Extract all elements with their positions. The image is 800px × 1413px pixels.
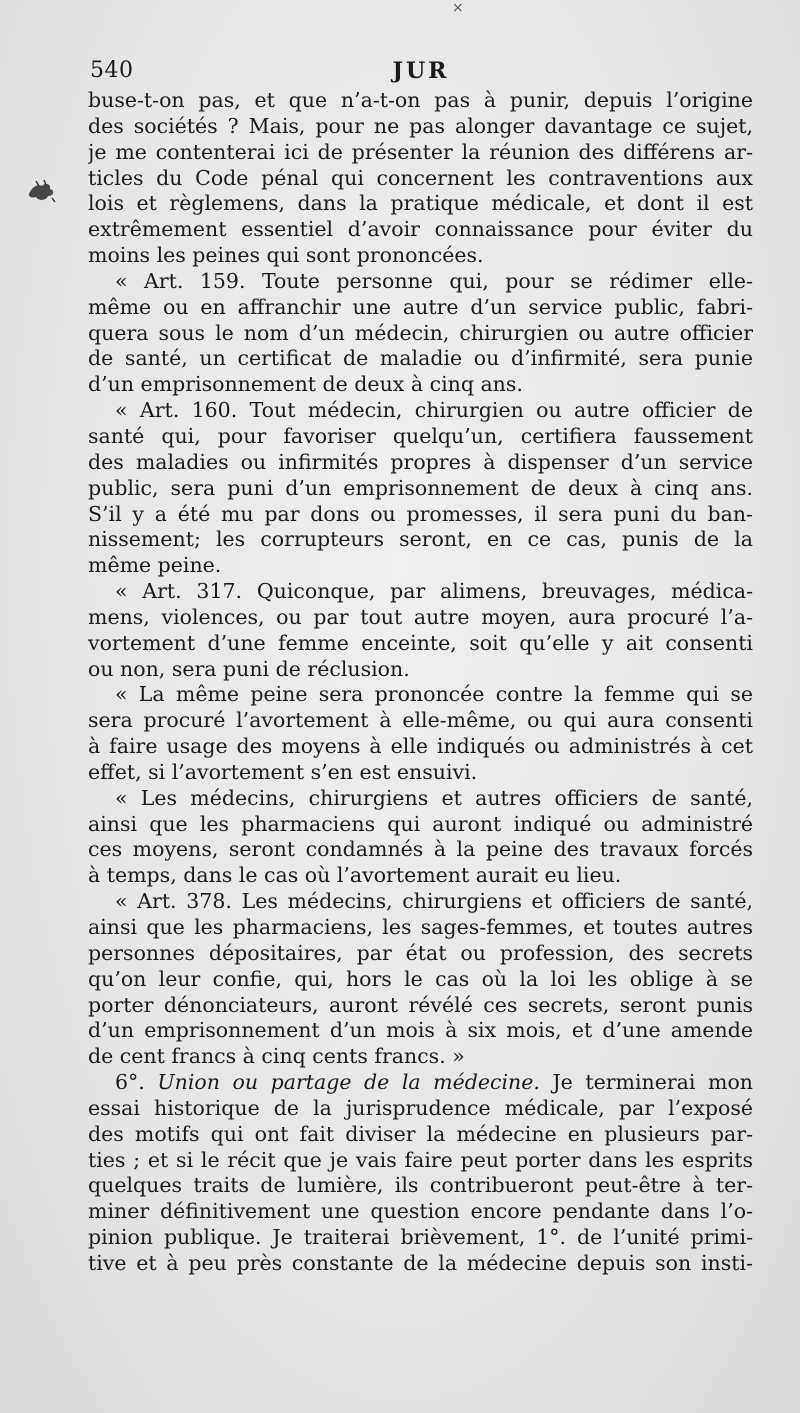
text-line: ou non, sera puni de réclusion. <box>88 656 410 681</box>
text-line: vortement d’une femme enceinte, soit qu’elle y ait consenti <box>88 630 753 655</box>
section-lead-text: Je terminerai mon <box>539 1070 753 1095</box>
text-line: lois et règlemens, dans la pratique médicale, et dont il est <box>88 191 753 216</box>
text-line: même ou en affranchir une autre d’un service public, fabri- <box>88 294 753 319</box>
text-line: ainsi que les pharmaciens, les sages-femmes, et toutes autres <box>88 915 753 939</box>
page-number: 540 <box>90 58 134 83</box>
text-line: quelques traits de lumière, ils contribueront peut-être à ter- <box>88 1173 753 1198</box>
text-line: santé qui, pour favoriser quelqu’un, certifiera faussement <box>88 423 753 448</box>
section-number: 6°. <box>115 1070 158 1095</box>
text-line: quera sous le nom d’un médecin, chirurgien ou autre officier <box>88 320 753 345</box>
ink-blot-icon <box>24 174 58 206</box>
text-line: miner définitivement une question encore pendante dans l’o- <box>88 1199 753 1224</box>
text-line: qu’on leur confie, qui, hors le cas où la loi les oblige à se <box>88 966 753 991</box>
text-line: personnes dépositaires, par état ou profession, des secrets <box>88 940 753 965</box>
text-line: buse-t-on pas, et que n’a-t-on pas à punir, depuis l’origine <box>88 88 753 112</box>
text-line: porter dénonciateurs, auront révélé ces secrets, seront punis <box>88 992 753 1017</box>
text-line: même peine. <box>88 553 222 578</box>
text-line: tive et à peu près constante de la médecine depuis son insti- <box>88 1250 753 1275</box>
article-line: « Art. 160. Tout médecin, chirurgien ou autre officier de <box>115 398 753 423</box>
article-line: « Art. 159. Toute personne qui, pour se rédimer elle- <box>115 268 753 293</box>
article-line: « La même peine sera prononcée contre la femme qui se <box>115 682 753 707</box>
article-line: « Art. 317. Quiconque, par alimens, breuvages, médica- <box>115 579 753 604</box>
text-line: à faire usage des moyens à elle indiqués ou administrés à cet <box>88 734 753 759</box>
text-line: public, sera puni d’un emprisonnement de deux à cinq ans. <box>88 475 753 500</box>
text-line: nissement; les corrupteurs seront, en ce cas, punis de la <box>88 527 753 552</box>
text-line: sera procuré l’avortement à elle-même, ou qui aura consenti <box>88 708 753 733</box>
top-margin-mark: × <box>452 0 464 16</box>
text-line: S’il y a été mu par dons ou promesses, il sera puni du ban- <box>88 501 753 526</box>
text-line: effet, si l’avortement s’en est ensuivi. <box>88 759 478 784</box>
text-line: des sociétés ? Mais, pour ne pas alonger davantage ce sujet, <box>88 113 753 138</box>
text-line: de cent francs à cinq cents francs. » <box>88 1044 465 1069</box>
text-line: des motifs qui ont fait diviser la médecine en plusieurs par- <box>88 1121 753 1146</box>
text-line: pinion publique. Je traiterai brièvement, 1°. de l’unité primi- <box>88 1225 753 1250</box>
text-line: ticles du Code pénal qui concernent les contraventions aux <box>88 165 753 190</box>
text-line: moins les peines qui sont prononcées. <box>88 243 484 268</box>
page-header <box>90 58 752 88</box>
text-line: à temps, dans le cas où l’avortement aurait eu lieu. <box>88 863 622 888</box>
article-line: « Art. 378. Les médecins, chirurgiens et officiers de santé, <box>115 889 753 914</box>
text-line: mens, violences, ou par tout autre moyen, aura procuré l’a- <box>88 604 753 629</box>
text-line: d’un emprisonnement d’un mois à six mois, et d’une amende <box>88 1018 753 1043</box>
text-line: ties ; et si le récit que je vais faire peut porter dans les esprits <box>88 1147 753 1172</box>
running-head: JUR <box>392 58 450 84</box>
text-line: extrêmement essentiel d’avoir connaissance pour éviter du <box>88 217 753 242</box>
article-line: « Les médecins, chirurgiens et autres officiers de santé, <box>115 785 753 810</box>
text-line: des maladies ou infirmités propres à dispenser d’un service <box>88 449 753 474</box>
text-line: ces moyens, seront condamnés à la peine des travaux forcés <box>88 837 753 862</box>
text-line: je me contenterai ici de présenter la réunion des différens ar- <box>88 139 753 164</box>
text-line: essai historique de la jurisprudence médicale, par l’exposé <box>88 1095 753 1120</box>
text-line: de santé, un certificat de maladie ou d’infirmité, sera punie <box>88 346 753 371</box>
section-heading-line <box>88 1070 753 1096</box>
body-text <box>88 88 753 1277</box>
text-line: ainsi que les pharmaciens qui auront indiqué ou administré <box>88 811 753 836</box>
section-title: Union ou partage de la médecine. <box>157 1070 540 1095</box>
text-line: d’un emprisonnement de deux à cinq ans. <box>88 372 523 397</box>
